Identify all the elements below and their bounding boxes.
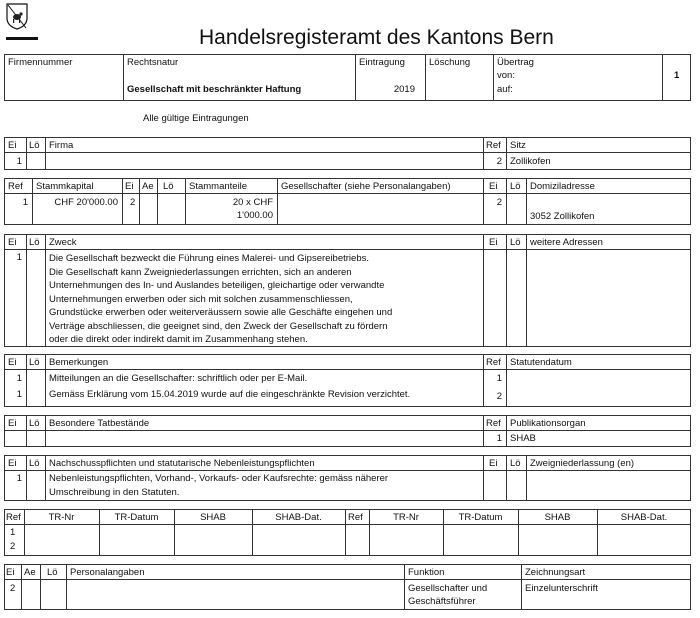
shab-dat-header: SHAB-Dat. <box>620 512 668 523</box>
firma-header: Firma <box>49 140 74 151</box>
loe-header: Lö <box>163 181 174 192</box>
domiziladresse-value: 3052 Zollikofen <box>530 211 595 222</box>
ref-header: Ref <box>6 512 21 523</box>
tr-datum-header: TR-Datum <box>458 512 503 523</box>
ref-header: Ref <box>486 140 501 151</box>
bemerkung-row-ei: 1 <box>16 373 22 384</box>
loe-header: Lö <box>29 237 40 248</box>
crest-underline <box>6 37 38 40</box>
loe-header: Lö <box>510 458 521 469</box>
publikationsorgan-header: Publikationsorgan <box>510 418 586 429</box>
firma-row-ei: 1 <box>16 156 22 167</box>
page-number: 1 <box>674 70 680 81</box>
capital-row-ref: 1 <box>22 197 28 208</box>
sitz-header: Sitz <box>510 140 526 151</box>
ei-header: Ei <box>489 181 498 192</box>
nachschusspflichten-header: Nachschusspflichten und statutarische Nebenleistungspflichten <box>49 458 315 469</box>
uebertrag-von-label: von: <box>497 70 515 81</box>
person-row-ei: 2 <box>10 583 16 594</box>
capital-row-ei: 2 <box>130 197 136 208</box>
tr-datum-header: TR-Datum <box>114 512 159 523</box>
bemerkung-row-ei: 1 <box>16 389 22 400</box>
ref-header: Ref <box>348 512 363 523</box>
bemerkungen-header: Bemerkungen <box>49 357 109 368</box>
tr-row-ref: 1 <box>10 527 16 538</box>
stammanteile-line-1: 20 x CHF <box>232 197 273 208</box>
shab-header: SHAB <box>544 512 571 523</box>
stammkapital-header: Stammkapital <box>36 181 94 192</box>
zeichnungsart-value: Einzelunterschrift <box>525 583 598 594</box>
besondere-tatbestaende-header: Besondere Tatbestände <box>49 418 150 429</box>
loe-header: Lö <box>29 418 40 429</box>
loe-header: Lö <box>29 140 40 151</box>
personalangaben-header: Personalangaben <box>70 567 145 578</box>
stammkapital-value: CHF 20'000.00 <box>54 197 118 208</box>
funktion-value-line: Geschäftsführer <box>408 596 476 607</box>
zweigniederlassung-header: Zweigniederlassung (en) <box>530 458 635 469</box>
zweck-line: Grundstücke erwerben oder weiterveräussern sowie alle Geschäfte eingehen und <box>49 307 393 318</box>
rechtsnatur-value: Gesellschaft mit beschränkter Haftung <box>127 84 302 95</box>
sitz-value: Zollikofen <box>510 156 551 167</box>
ei-header: Ei <box>8 418 17 429</box>
loe-header: Lö <box>29 458 40 469</box>
ei-header: Ei <box>489 458 498 469</box>
zweck-header: Zweck <box>49 237 77 248</box>
stammanteile-line-2: 1'000.00 <box>236 210 273 221</box>
publikationsorgan-ref: 1 <box>496 433 502 444</box>
funktion-value-line: Gesellschafter und <box>408 583 488 594</box>
ref-header: Ref <box>486 418 501 429</box>
zweck-row-ei: 1 <box>16 252 22 263</box>
nachschuss-text-line: Nebenleistungspflichten, Vorhand-, Vorkaufs- oder Kaufsrechte: gemäss näherer <box>49 473 389 484</box>
zweck-line: Unternehmungen erwerben oder sich mit solchen zusammenschliessen, <box>49 293 353 305</box>
loe-header: Lö <box>510 237 521 248</box>
top-info-table <box>4 54 691 101</box>
shab-dat-header: SHAB-Dat. <box>275 512 322 523</box>
weitere-adressen-header: weitere Adressen <box>530 237 603 248</box>
ei-header: Ei <box>8 357 17 368</box>
zweck-line: Verträge abschliessen, die geeignet sind, den Zweck der Gesellschaft zu fördern <box>49 320 388 332</box>
zweck-line: oder die direkt oder indirekt damit im Zusammenhang stehen. <box>49 334 308 345</box>
sitz-ref: 2 <box>496 156 502 167</box>
ei-header: Ei <box>8 237 17 248</box>
ei-header: Ei <box>125 181 134 192</box>
bern-coat-of-arms-icon <box>6 3 28 30</box>
publikationsorgan-value: SHAB <box>510 433 536 444</box>
shab-header: SHAB <box>200 512 226 523</box>
zeichnungsart-header: Zeichnungsart <box>525 567 586 578</box>
funktion-header: Funktion <box>408 567 445 578</box>
loe-header: Lö <box>29 357 40 368</box>
ae-header: Ae <box>142 181 154 192</box>
bemerkung-text: Mitteilungen an die Gesellschafter: schriftlich oder per E-Mail. <box>49 373 308 384</box>
firma-table <box>4 137 691 170</box>
statutendatum-ref: 1 <box>496 373 502 384</box>
ei-header: Ei <box>8 140 17 151</box>
stammanteile-header: Stammanteile <box>189 181 248 192</box>
ref-header: Ref <box>8 181 23 192</box>
ae-header: Ae <box>24 567 36 578</box>
zweck-line: Die Gesellschaft bezweckt die Führung eines Malerei- und Gipsereibetriebs. <box>49 253 369 264</box>
eintragung-value: 2019 <box>393 84 415 95</box>
tr-row-ref: 2 <box>10 541 16 552</box>
loeschung-header: Löschung <box>429 57 471 68</box>
domiziladresse-header: Domiziladresse <box>530 181 595 192</box>
firmennummer-header: Firmennummer <box>8 57 73 68</box>
ei-header: Ei <box>8 458 17 469</box>
loe-header: Lö <box>47 567 58 578</box>
nachschuss-text-line: Umschreibung in den Statuten. <box>49 487 180 498</box>
statutendatum-ref: 2 <box>496 391 502 402</box>
ei-header: Ei <box>6 567 15 578</box>
nachschuss-row-ei: 1 <box>16 473 22 484</box>
uebertrag-auf-label: auf: <box>497 84 513 95</box>
domizil-ei: 2 <box>496 197 502 208</box>
zweck-line: Die Gesellschaft kann Zweigniederlassungen errichten, sich an anderen <box>49 266 352 278</box>
page-title: Handelsregisteramt des Kantons Bern <box>199 26 554 49</box>
tr-nr-header: TR-Nr <box>48 512 75 523</box>
bemerkung-text: Gemäss Erklärung vom 15.04.2019 wurde auf die eingeschränkte Revision verzichtet. <box>49 389 411 400</box>
ei-header: Ei <box>489 237 498 248</box>
loe-header: Lö <box>510 181 521 192</box>
entries-note: Alle gültige Eintragungen <box>143 113 249 124</box>
uebertrag-header: Übertrag <box>497 57 534 68</box>
gesellschafter-header: Gesellschafter (siehe Personalangaben) <box>281 181 451 192</box>
eintragung-header: Eintragung <box>359 57 405 68</box>
statutendatum-header: Statutendatum <box>510 357 572 368</box>
zweck-text <box>49 252 481 347</box>
tr-nr-header: TR-Nr <box>393 512 419 523</box>
rechtsnatur-header: Rechtsnatur <box>127 57 179 68</box>
ref-header: Ref <box>486 357 501 368</box>
zweck-line: Unternehmungen des In- und Auslandes beteiligen, gleichartige oder verwandte <box>49 280 385 291</box>
